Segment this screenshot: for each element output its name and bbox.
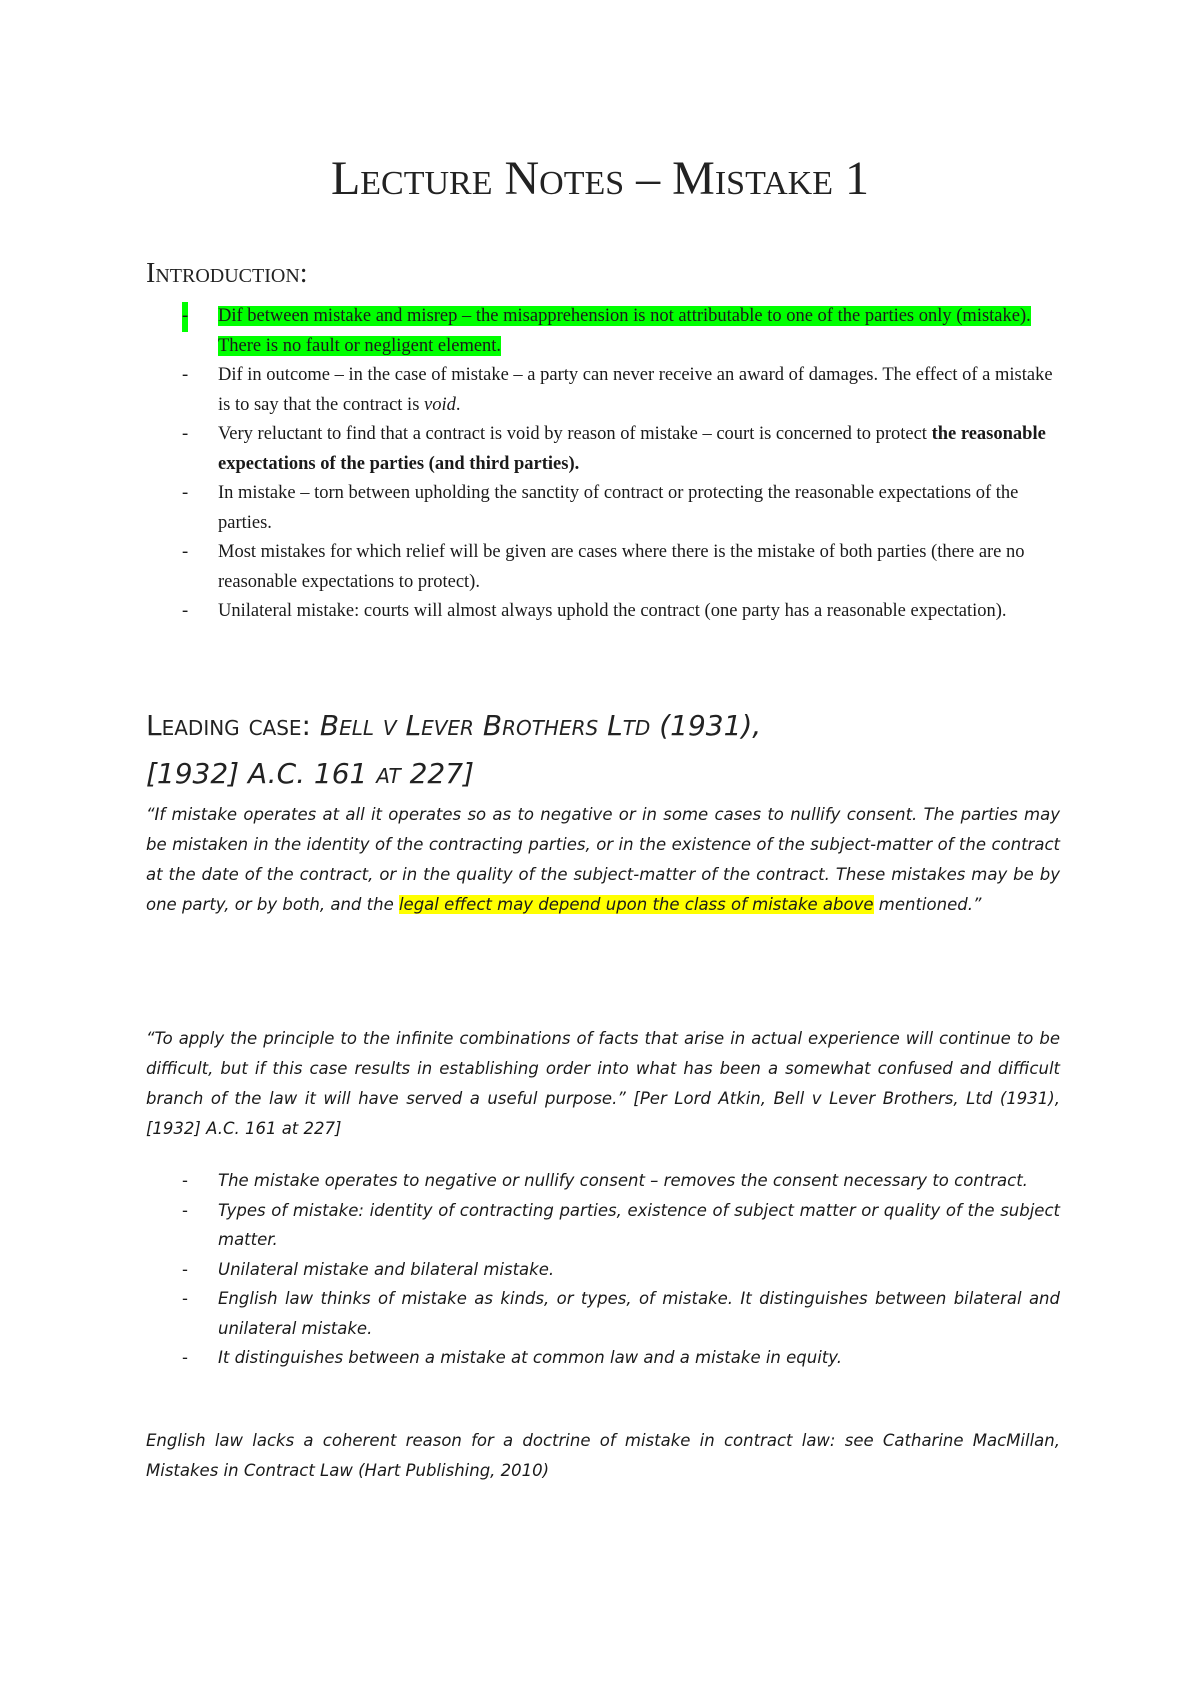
list-item — [146, 479, 1066, 538]
list-item — [146, 538, 1066, 597]
bold-text: the reasonable expectations of the parties (and third parties). — [218, 424, 1046, 474]
list-item-text: Most mistakes for which relief will be given are cases where there is the mistake of both parties (there are no reasonable expectations to protect). — [218, 542, 1025, 592]
case-points-list — [146, 1166, 1060, 1373]
leading-case-prefix: Leading case: — [146, 709, 320, 742]
list-item — [146, 597, 1066, 627]
list-item: - Unilateral mistake and bilateral mistake. — [146, 1255, 1060, 1285]
page-title: Lecture Notes – Mistake 1 — [330, 152, 870, 205]
quote-paragraph: “To apply the principle to the infinite combinations of facts that arise in actual experience will continue to be difficult, but if this case results in establishing order into what has been a somewhat confused and difficult branch of the law it will have served a useful purpose.” [Per Lord Atkin, Bell v Lever Brothers, Ltd (1931), [1932] A.C. 161 at 227] — [146, 1029, 1060, 1138]
list-item — [146, 302, 1066, 361]
list-item: - It distinguishes between a mistake at common law and a mistake in equity. — [146, 1343, 1060, 1373]
case-citation: [1932] A.C. 161 at 227] — [146, 757, 474, 790]
highlighted-text: Dif between mistake and misrep – the misapprehension is not attributable to one of the parties only (mistake). There is no fault or negligent element. — [218, 306, 1031, 356]
highlighted-text: legal effect may depend upon the class of mistake above — [398, 895, 874, 914]
list-item-text: . — [455, 394, 461, 415]
quote-paragraph — [146, 800, 1060, 920]
introduction-list — [146, 302, 1066, 627]
emphasis-text: void — [424, 394, 456, 415]
quote-text: mentioned.” — [873, 895, 982, 914]
list-item: - Types of mistake: identity of contracting parties, existence of subject matter or quality of the subject matter. — [146, 1196, 1060, 1255]
list-item-text: Dif in outcome – in the case of mistake – a party can never receive an award of damages. The effect of a mistake is to say that the contract is — [218, 365, 1053, 415]
list-item: - The mistake operates to negative or nullify consent – removes the consent necessary to contract. — [146, 1166, 1060, 1196]
case-name: Bell v Lever Brothers Ltd (1931), — [319, 709, 762, 742]
list-item — [146, 361, 1066, 420]
quote-text: “If mistake operates at all it operates so as to negative or in some cases to nullify consent. The parties may be mistaken in the identity of the contracting parties, or in the existence of the subject-matter of the contract at the date of the contract, or in the quality of the subject-matter of the contract. These mistakes may be by one party, or by both, and the — [146, 805, 1060, 914]
list-item-text: Very reluctant to find that a contract is void by reason of mistake – court is concerned to protect — [218, 424, 932, 444]
list-item — [146, 420, 1066, 479]
list-item-text: Unilateral mistake: courts will almost always uphold the contract (one party has a reasonable expectation). — [218, 601, 1007, 621]
list-item-text: In mistake – torn between upholding the sanctity of contract or protecting the reasonable expectations of the parties. — [218, 483, 1019, 533]
leading-case-heading — [146, 702, 1106, 798]
introduction-heading: Introduction: — [146, 258, 308, 289]
closing-paragraph: English law lacks a coherent reason for a doctrine of mistake in contract law: see Catharine MacMillan, Mistakes in Contract Law (Hart Publishing, 2010) — [146, 1431, 1060, 1480]
list-item: - English law thinks of mistake as kinds, or types, of mistake. It distinguishes between bilateral and unilateral mistake. — [146, 1284, 1060, 1343]
